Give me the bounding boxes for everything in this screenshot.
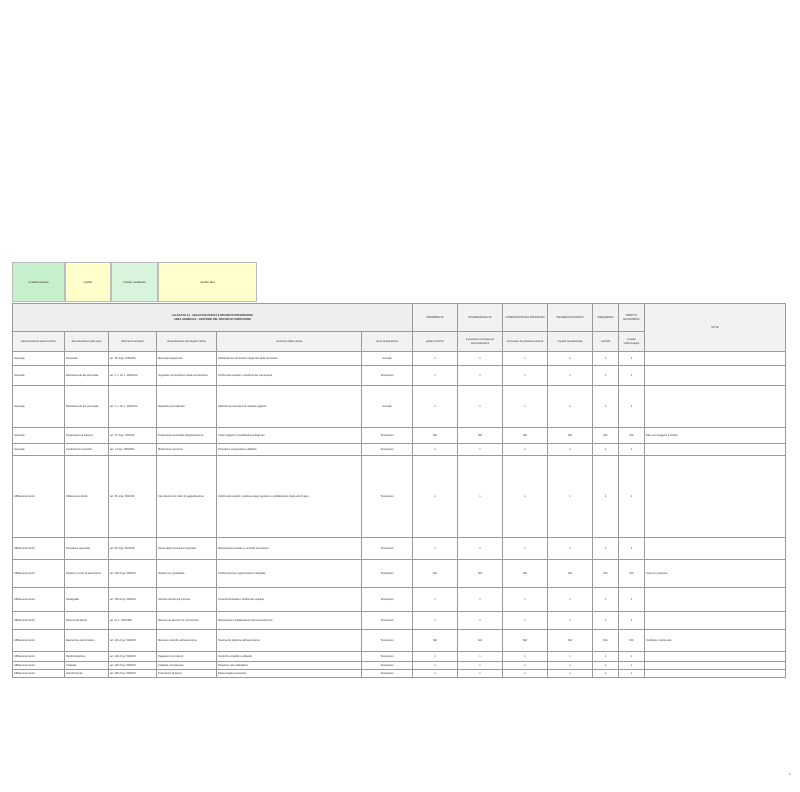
cell-note [645,366,786,386]
cell-v5: 1 [593,662,619,670]
cell-time: Tempestivo [362,538,413,560]
cell-v3: 1 [503,352,548,366]
cell-ref: art. 7 d.lgs. 165/2001 [109,444,157,456]
col-sub-area: denominazione sotto area [65,332,109,352]
cell-measure: Parere legale preventivo [217,670,362,678]
cell-area: Affidamento lavori [13,652,65,662]
cell-sub: Reclutamento del personale [65,386,109,428]
cell-sub: Reclutamento del personale [65,366,109,386]
cell-v1: 1 [413,366,458,386]
header-discretion: DISCREZIONALITA [458,304,503,332]
cell-v3: N/A [503,560,548,588]
cell-ref: art. 102 d.lgs. 50/2016 [109,662,157,670]
cell-v3: N/A [503,630,548,652]
cell-sub: Procedure negoziate [65,538,109,560]
cell-v2: 1 [458,456,503,538]
cell-time: Annuale [362,386,413,428]
cell-time: Tempestivo [362,630,413,652]
cell-measure: Definizione preventiva di requisiti oggettivi [217,386,362,428]
cell-note: Dato non soggetto a rischio [645,428,786,444]
cell-v1: N/A [413,428,458,444]
cell-v4: 1 [548,366,593,386]
col-controls: controlli [593,332,619,352]
cell-v4: 1 [548,612,593,630]
cell-risk: Requisiti personalizzati [157,386,217,428]
cell-risk: Irregolare composizione della commissione [157,366,217,386]
cell-v2: 1 [458,444,503,456]
cell-v4: 1 [548,652,593,662]
cell-measure: Motivazione puntuale e controllo successivo [217,538,362,560]
cell-note [645,662,786,670]
legend-low-risk: a rischio basso [12,262,65,302]
cell-ref: art. 35 d.lgs. 165/2001 [109,352,157,366]
cell-note: Area non presente [645,560,786,588]
cell-sub: Revoca del bando [65,612,109,630]
cell-area: Affidamento lavori [13,588,65,612]
cell-v4: 1 [548,670,593,678]
cell-v5: 1 [593,612,619,630]
cell-ref: art. 21 L. 241/1990 [109,612,157,630]
cell-v3: N/A [503,428,548,444]
cell-v6: 1 [619,352,645,366]
cell-time: Tempestivo [362,662,413,670]
cell-sub: Personale [65,352,109,366]
cell-v1: N/A [413,560,458,588]
cell-v6: 1 [619,588,645,612]
col-measure: contenuto della misura [217,332,362,352]
cell-risk: Pagamenti non dovuti [157,652,217,662]
cell-note [645,386,786,428]
cell-sub: Varianti in corso di esecuzione [65,560,109,588]
table-row [13,560,786,588]
subtitle-line: AREA GENERALE - GESTIONE DEL RISCHIO DI CORRUZIONE [174,317,251,321]
cell-v6: 1 [619,670,645,678]
cell-time: Tempestivo [362,670,413,678]
cell-area: Affidamento lavori [13,560,65,588]
cell-v5: N/A [593,428,619,444]
cell-v5: 1 [593,538,619,560]
cell-v2: N/A [458,560,503,588]
cell-time: Tempestivo [362,366,413,386]
cell-time: Tempestivo [362,612,413,630]
cell-v1: 1 [413,456,458,538]
cell-v4: 1 [548,662,593,670]
cell-time: Tempestivo [362,560,413,588]
cell-measure: Verifica tecnica e approvazione collegiale [217,560,362,588]
cell-v3: 1 [503,662,548,670]
header-economic-impact: IMPATTO ECONOMICO [619,304,645,332]
header-complexity: COMPLESSITA DEL PROCESSO [503,304,548,332]
cell-v2: 1 [458,588,503,612]
cell-v2: N/A [458,630,503,652]
cell-v6: N/A [619,630,645,652]
cell-note [645,444,786,456]
cell-area: Affidamento lavori [13,630,65,652]
cell-sub: Subappalto [65,588,109,612]
cell-ref: art. 102 d.lgs. 50/2016 [109,652,157,662]
cell-ref: art. 1, c. 16 L. 190/2012 [109,386,157,428]
cell-v2: 1 [458,652,503,662]
cell-ref: art. 105 d.lgs. 50/2016 [109,588,157,612]
cell-risk: Uso distorto dei criteri di aggiudicazione [157,456,217,538]
cell-risk: Mancato controllo sull'esecuzione [157,630,217,652]
col-external: il processo ha rilevanza esterna [503,332,548,352]
cell-ref: art. 1, c. 16 L. 190/2012 [109,366,157,386]
cell-measure: Motivazione e pubblicazione del provvedimento [217,612,362,630]
header-external-value: VALORE ECONOMICO [548,304,593,332]
col-references: riferimenti normativi [109,332,157,352]
cell-v2: 1 [458,538,503,560]
cell-v4: 1 [548,538,593,560]
cell-v5: 1 [593,352,619,366]
cell-v3: 1 [503,366,548,386]
cell-v4: N/A [548,560,593,588]
table-row [13,662,786,670]
cell-v2: N/A [458,428,503,444]
cell-note [645,352,786,366]
col-grade: grado di rischio [413,332,458,352]
cell-v1: 1 [413,652,458,662]
cell-measure: Controlli antimafia e verifica dei requisiti [217,588,362,612]
cell-v2: 1 [458,612,503,630]
legend-high-risk: rischio alto [158,262,257,302]
cell-ref: art. 37 d.lgs. 33/2013 [109,428,157,444]
cell-sub: Conferimento incarichi [65,444,109,456]
cell-area: Affidamento lavori [13,456,65,538]
cell-v6: 1 [619,612,645,630]
cell-v2: 1 [458,670,503,678]
col-multi-admin: il processo coinvolge piu amministrazioni [458,332,503,352]
cell-v1: 1 [413,670,458,678]
header-frequency: FREQUENZA [593,304,619,332]
cell-v6: 1 [619,652,645,662]
cell-measure: Nomina del direttore dell'esecuzione [217,630,362,652]
col-risk: denominazione del singolo rischio [157,332,217,352]
cell-v6: 1 [619,662,645,670]
cell-risk: Mancata trasparenza [157,352,217,366]
table-row [13,428,786,444]
table-body [13,352,786,678]
cell-v3: 1 [503,670,548,678]
cell-note [645,538,786,560]
table-row [13,588,786,612]
cell-measure: Rotazione dei collaudatori [217,662,362,670]
cell-v6: 1 [619,444,645,456]
cell-ref: art. 205 d.lgs. 50/2016 [109,670,157,678]
cell-v1: 1 [413,538,458,560]
cell-v3: 1 [503,588,548,612]
cell-area: Generale [13,444,65,456]
cell-v5: 1 [593,456,619,538]
table-row [13,612,786,630]
cell-v6: 1 [619,538,645,560]
cell-v5: N/A [593,630,619,652]
legend [12,262,257,302]
cell-measure: Pubblicazione dei bandi e degli esiti delle procedure [217,352,362,366]
cell-v3: 1 [503,652,548,662]
col-image: impatto sull'immagine [619,332,645,352]
cell-v3: 1 [503,612,548,630]
cell-time: Tempestivo [362,444,413,456]
cell-note [645,670,786,678]
cell-sub: Progressioni di carriera [65,428,109,444]
cell-v4: N/A [548,630,593,652]
cell-area: Affidamento lavori [13,538,65,560]
cell-time: Tempestivo [362,652,413,662]
table-row [13,538,786,560]
cell-area: Generale [13,366,65,386]
cell-v1: 1 [413,386,458,428]
cell-risk: Progressioni accordate illegittimamente [157,428,217,444]
cell-v6: 1 [619,386,645,428]
cell-v3: 1 [503,444,548,456]
cell-area: Generale [13,386,65,428]
cell-ref: art. 106 d.lgs. 50/2016 [109,560,157,588]
cell-area: Affidamento lavori [13,612,65,630]
cell-sub: Rendicontazione [65,652,109,662]
cell-v4: N/A [548,428,593,444]
cell-v5: 1 [593,386,619,428]
cell-sub: Collaudo [65,662,109,670]
cell-v1: 1 [413,662,458,670]
table-row [13,670,786,678]
cell-v2: 1 [458,366,503,386]
cell-note: Verificato in altra sede [645,630,786,652]
page-number: 1 [789,772,791,776]
cell-v1: 1 [413,352,458,366]
cell-area: Generale [13,428,65,444]
cell-time: Tempestivo [362,428,413,444]
cell-area: Affidamento lavori [13,662,65,670]
cell-area: Affidamento lavori [13,670,65,678]
cell-v5: 1 [593,444,619,456]
cell-v3: 1 [503,386,548,428]
col-area: denominazione area di rischio [13,332,65,352]
cell-sub: Affidamento diretto [65,456,109,538]
cell-v5: 1 [593,670,619,678]
cell-v2: 1 [458,386,503,428]
cell-time: Tempestivo [362,588,413,612]
cell-risk: Varianti non giustificate [157,560,217,588]
cell-note [645,588,786,612]
table-row [13,630,786,652]
table-row [13,444,786,456]
cell-measure: Procedure comparative pubbliche [217,444,362,456]
cell-v6: N/A [619,428,645,444]
cell-risk: Revoca per favorire un concorrente [157,612,217,630]
cell-v6: 1 [619,366,645,386]
legend-risk: rischio [65,262,111,302]
cell-risk: Collaudo compiacente [157,662,217,670]
cell-v5: 1 [593,652,619,662]
cell-time: Tempestivo [362,456,413,538]
cell-v5: 1 [593,588,619,612]
cell-risk: Abuso della procedura negoziata [157,538,217,560]
table-row [13,366,786,386]
cell-v6: 1 [619,456,645,538]
cell-v4: 1 [548,456,593,538]
cell-ref: art. 101 d.lgs. 50/2016 [109,630,157,652]
cell-v1: 1 [413,612,458,630]
cell-v3: 1 [503,538,548,560]
cell-v1: N/A [413,630,458,652]
table-row [13,386,786,428]
cell-ref: art. 63 d.lgs. 50/2016 [109,538,157,560]
cell-time: Annuale [362,352,413,366]
cell-note [645,456,786,538]
table-row [13,652,786,662]
cell-v2: 1 [458,662,503,670]
cell-sub: Esecuzione del contratto [65,630,109,652]
cell-v5: N/A [593,560,619,588]
risk-table [12,303,786,678]
cell-sub: Accordi bonari [65,670,109,678]
cell-risk: Accordi collusivi tra imprese [157,588,217,612]
cell-v4: 1 [548,588,593,612]
cell-measure: Criteri oggettivi e pubblicazione degli atti [217,428,362,444]
header-probability: PROBABILITA [413,304,458,332]
title-line: ALLEGATO 1A - ANALISI DEI RISCHI E MISURE DI PREVENZIONE [172,314,253,318]
cell-v1: 1 [413,588,458,612]
cell-v3: 1 [503,456,548,538]
cell-v4: 1 [548,352,593,366]
cell-measure: Controllo contabile e collaudo [217,652,362,662]
cell-v5: 1 [593,366,619,386]
cell-note [645,652,786,662]
cell-measure: Verifica dei requisiti, rotazione degli operatori e pubblicazione degli esiti di gara [217,456,362,538]
cell-v4: 1 [548,444,593,456]
cell-v6: N/A [619,560,645,588]
cell-v4: 1 [548,386,593,428]
cell-ref: art. 36 d.lgs. 50/2016 [109,456,157,538]
legend-moderate-risk: rischio moderato [111,262,158,302]
cell-risk: Transazioni di favore [157,670,217,678]
cell-area: Generale [13,352,65,366]
cell-note [645,612,786,630]
header-notes: NOTE [645,304,786,352]
col-timing: tempi di attuazione [362,332,413,352]
cell-v2: 1 [458,352,503,366]
table-row [13,352,786,366]
cell-measure: Verifica dei requisiti e rotazione dei componenti [217,366,362,386]
table-row [13,456,786,538]
cell-risk: Motivazione generica [157,444,217,456]
table-title [13,304,413,332]
cell-v1: 1 [413,444,458,456]
col-reputation: impatto reputazionale [548,332,593,352]
